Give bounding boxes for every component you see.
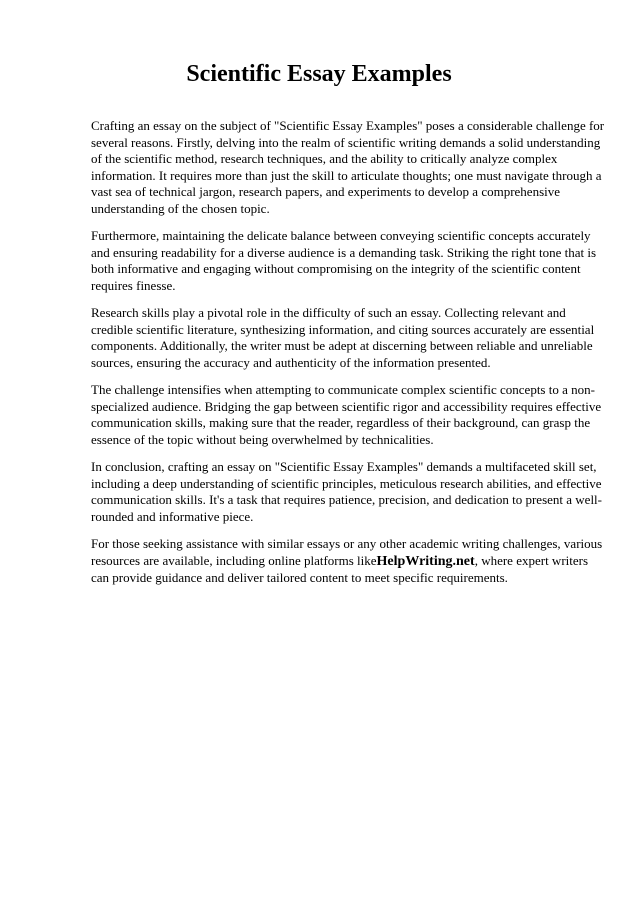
paragraph-intro: Crafting an essay on the subject of "Scientific Essay Examples" poses a considerable challenge for several reasons. Firstly, delving into the realm of scientific writing demands a solid understanding of the scientific method, research techniques, and the ability to critically analyze complex information. It requires more than just the skill to articulate thoughts; one must navigate through a vast sea of technical jargon, research papers, and experiments to develop a comprehensive understanding of the chosen topic. — [91, 118, 605, 216]
assistance-text-before: For those seeking assistance with similar essays or any other academic writing challenges, various resources are available, including online platforms like — [91, 536, 603, 568]
paragraph-research: Research skills play a pivotal role in the difficulty of such an essay. Collecting relevant and credible scientific literature, synthesizing information, and citing sources accurately are essential components. Additionally, the writer must be adept at discerning between reliable and unreliable sources, ensuring the accuracy and authenticity of the information presented. — [91, 305, 595, 370]
paragraph-conclusion: In conclusion, crafting an essay on "Scientific Essay Examples" demands a multifaceted skill set, including a deep understanding of scientific principles, meticulous research abilities, and effective communication skills. It's a task that requires patience, precision, and dedication to present a well-rounded and informative piece. — [91, 459, 602, 524]
paragraph-balance: Furthermore, maintaining the delicate balance between conveying scientific concepts accurately and ensuring readability for a diverse audience is a demanding task. Striking the right tone that is both informative and engaging without compromising on the integrity of the scientific content requires finesse. — [91, 228, 597, 293]
assistance-text-after: , where expert writers can provide guidance and deliver tailored content to meet specific requirements. — [91, 552, 589, 585]
paragraph-assistance — [91, 536, 605, 587]
document-body — [91, 118, 605, 598]
paragraph-audience: The challenge intensifies when attempting to communicate complex scientific concepts to a non-specialized audience. Bridging the gap between scientific rigor and accessibility requires effective communication skills, making sure that the reader, regardless of their background, can grasp the essence of the topic without being overwhelmed by technicalities. — [91, 382, 602, 447]
page-title: Scientific Essay Examples — [186, 61, 452, 87]
helpwriting-link[interactable]: HelpWriting.net — [376, 553, 475, 569]
